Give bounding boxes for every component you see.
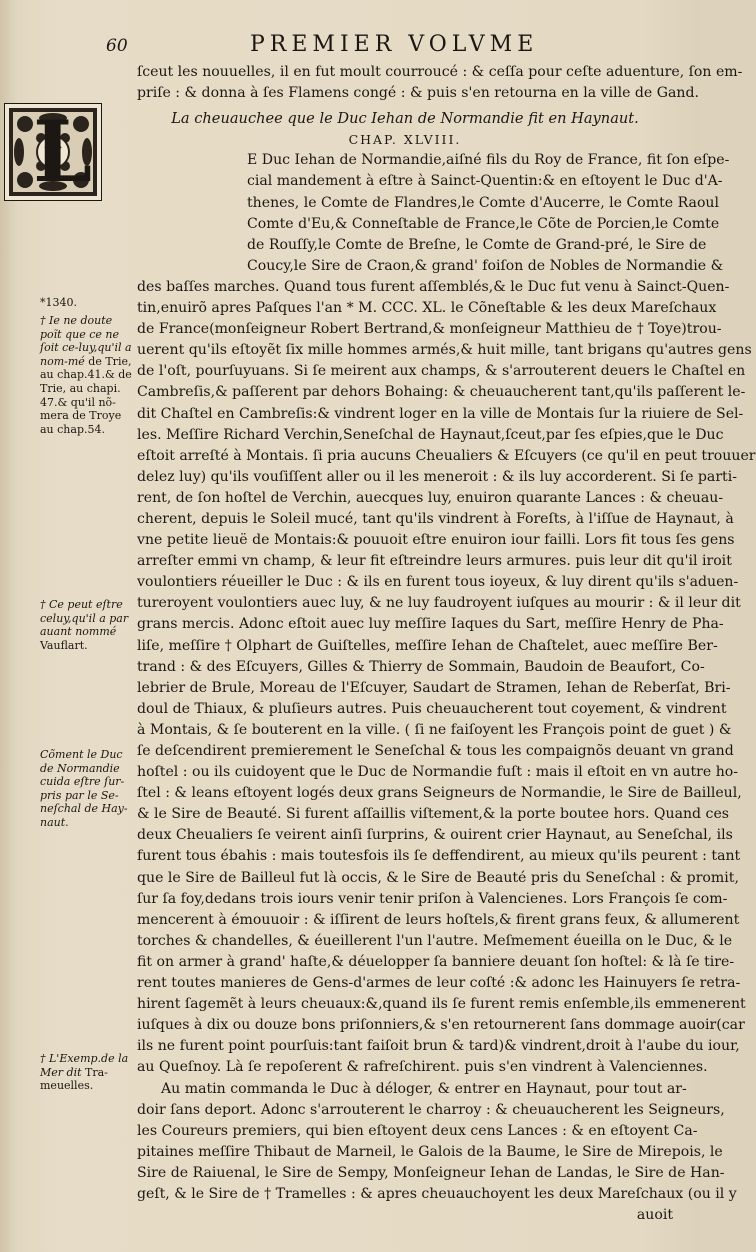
drop-cap-paragraph <box>137 150 730 277</box>
chapter-title: La cheuauchee que le Duc Iehan de Normandie fit en Haynaut. <box>171 110 639 128</box>
margin-note-tramelles: † L'Exemp.de la Mer dit Tra-meuelles. <box>40 1052 129 1093</box>
text-line: tin,enuirõ apres Paſques l'an * M. CCC. XL. le Cõneſtable & les deux Mareſchaux <box>137 300 717 317</box>
text-line: liſe, meſſire † Olphart de Guiſtelles, meſſire Iehan de Chaſtelet, auec meſſire Ber- <box>137 637 718 654</box>
margin-note-1340: *1340. <box>40 296 77 309</box>
text-line: rent toutes manieres de Gens-d'armes de leur coſté :& adonc les Hainuyers ſe retra- <box>137 975 741 992</box>
text-line: de France(monſeigneur Robert Bertrand,& monſeigneur Matthieu de † Toye)trou- <box>137 321 722 338</box>
text-line: tureroyent voulontiers auec luy, & ne luy faudroyent iuſques au mourir : & il leur dit <box>137 595 741 612</box>
text-line: E Duc Iehan de Normandie,aiſné fils du Roy de France, fit ſon eſpe- <box>247 152 730 169</box>
text-line: voulontiers réueiller le Duc : & ils en furent tous ioyeux, & luy dirent qu'ils s'aduen- <box>137 574 739 591</box>
text-line: thenes, le Comte de Flandres,le Comte d'Aucerre, le Comte Raoul <box>247 194 720 211</box>
text-line: cial mandement à eſtre à Sainct-Quentin:& en eſtoyent le Duc d'A- <box>247 173 723 190</box>
text-line: Comte d'Eu,& Conneſtable de France,le Cõte de Porcien,le Comte <box>247 215 720 232</box>
text-line: que le Sire de Bailleul fut là occis, & le Sire de Beauté pris du Seneſchal : & promit, <box>137 869 739 886</box>
text-line: doul de Thiaux, & pluſieurs autres. Puis cheuaucherent tout coyement, & vindrent <box>137 700 727 717</box>
running-head: PREMIER VOLVME <box>250 32 539 57</box>
paragraph-second <box>137 1079 737 1206</box>
margin-note-toye: † Ie ne doute poĩt que ce ne ſoit ce-luy,qu'il a nom-mé de Trie, au chap.41.& de Trie, au chapi. 47.& qu'il nõ-mera de Troye au chap.54. <box>40 314 132 436</box>
drop-cap-letter: L <box>33 102 93 201</box>
text-line: fit on armer à grand' haſte,& déuelopper ſa banniere deuant ſon hoſtel: & là ſe tire- <box>137 953 735 970</box>
text-line: torches & chandelles, & éueillerent l'un l'autre. Meſmement éueilla on le Duc, & le <box>137 932 733 949</box>
text-line: de Rouſſy,le Comte de Breſne, le Comte de Grand-pré, le Sire de <box>247 236 707 253</box>
text-line: & le Sire de Beauté. Si furent aſſaillis viſtement,& la porte boutee hors. Quand ces <box>137 806 730 823</box>
text-line: Coucy,le Sire de Craon,& grand' foiſon de Nobles de Normandie & <box>247 257 724 274</box>
text-line: ils ne furent point pourſuis:tant faiſoit brun & tard)& vindrent,droit à l'aube du iour, <box>137 1038 740 1055</box>
text-line: delez luy) qu'ils vouſiſſent aller ou il les meneroit : & ils luy accorderent. Si ſe parti- <box>137 468 737 485</box>
main-text <box>137 62 756 1226</box>
text-line: arreſter emmi vn champ, & leur fit eſtreindre leurs armures. puis leur dit qu'il iroit <box>137 553 732 570</box>
text-line: au Queſnoy. Là ſe repoſerent & rafreſchirent. puis s'en vindrent à Valenciennes. <box>137 1059 708 1076</box>
text-line: à Montais, & ſe bouterent en la ville. ( ſi ne faiſoyent les François point de guet ) & <box>137 721 732 738</box>
text-line: lebrier de Brule, Moreau de l'Eſcuyer, Saudart de Stramen, Iehan de Reberſat, Bri- <box>137 679 731 696</box>
text-line: Cambreſis,& paſſerent par dehors Bohaing: & cheuaucherent tant,qu'ils paſſerent le- <box>137 384 746 401</box>
text-line: Sire de Raiuenal, le Sire de Sempy, Monſeigneur Iehan de Landas, le Sire de Han- <box>137 1164 725 1181</box>
text-line: vne petite lieuë de Montais:& pouuoit eſtre enuiron iour failli. Lors fit tous ſes gens <box>137 532 735 549</box>
text-line: les Coureurs premiers, qui bien eſtoyent deux cens Lances : & en eſtoyent Ca- <box>137 1122 698 1139</box>
text-line: grans mercis. Adonc eſtoit auec luy meſſire Iaques du Sart, meſſire Henry de Pha- <box>137 616 724 633</box>
text-line: ſur ſa foy,dedans trois iours venir tenir priſon à Valencienes. Lors François ſe com- <box>137 890 728 907</box>
text-line: furent tous ébahis : mais toutesfois ils ſe deffendirent, au mieux qu'ils peurent : tant <box>137 848 741 865</box>
text-line: eſtoit arreſté à Montais. ſi pria aucuns Cheualiers & Eſcuyers (ce qu'il en peut trouuer <box>137 447 756 464</box>
drop-cap-ornament <box>4 103 102 201</box>
margin-note-olphart: † Ce peut eſtre celuy,qu'il a par auant nommé Vauflart. <box>40 598 129 652</box>
text-line: Au matin commanda le Duc à déloger, & entrer en Haynaut, pour tout ar- <box>161 1080 687 1097</box>
text-line: doir ſans deport. Adonc s'arrouterent le charroy : & cheuaucherent les Seigneurs, <box>137 1101 725 1118</box>
text-line: dit Chaſtel en Cambreſis:& vindrent loger en la ville de Montais ſur la riuiere de Sel- <box>137 405 744 422</box>
text-line: rent, de ſon hoſtel de Verchin, auecques luy, enuiron quarante Lances : & cheuau- <box>137 489 724 506</box>
text-line: priſe : & donna à ſes Flamens congé : & puis s'en retourna en la ville de Gand. <box>137 85 699 102</box>
text-line: hoſtel : ou ils cuidoyent que le Duc de Normandie fuſt : mais il eſtoit en vn autre ho- <box>137 764 739 781</box>
text-line: iuſques à dix ou douze bons priſonniers,& s'en retournerent ſans dommage auoir(car <box>137 1017 745 1034</box>
text-line: de l'oſt, pourſuyuans. Si ſe meirent aux champs, & s'arrouterent deuers le Chaſtel en <box>137 363 746 380</box>
text-line: cherent, depuis le Soleil mucé, tant qu'ils vindrent à Foreſts, à l'iſſue de Haynaut, à <box>137 510 734 527</box>
chapter-number: CHAP. XLVIII. <box>348 132 462 148</box>
page-number: 60 <box>106 36 128 56</box>
text-line: deux Cheualiers ſe veirent ainſi ſurprins, & ouirent crier Haynaut, au Seneſchal, ils <box>137 827 733 844</box>
text-line: pitaines meſſire Thibaut de Marneil, le Galois de la Baume, le Sire de Mirepois, le <box>137 1143 723 1160</box>
text-line: les. Meſſire Richard Verchin,Seneſchal de Haynaut,ſceut,par ſes eſpies,que le Duc <box>137 426 724 443</box>
text-line: hirent ſagemẽt à leurs cheuaux:&,quand ils ſe furent remis enſemble,ils emmenerent <box>137 996 746 1013</box>
text-line: ſe deſcendirent premierement le Seneſchal & tous les compaignõs deuant vn grand <box>137 743 734 759</box>
text-line: ſtel : & leans eſtoyent logés deux grans Seigneurs de Normandie, le Sire de Bailleul, <box>137 785 742 802</box>
paragraph-main <box>137 277 756 1079</box>
text-line: ſceut les nouuelles, il en fut moult courroucé : & ceſſa pour ceſte aduenture, ſon em- <box>137 64 743 80</box>
catchword: auoit <box>636 1207 673 1224</box>
text-line: des baſſes marches. Quand tous furent aſſemblés,& le Duc fut venu à Sainct-Quen- <box>137 278 730 295</box>
text-line: trand : & des Eſcuyers, Gilles & Thierry de Sommain, Baudoin de Beaufort, Co- <box>137 658 705 675</box>
text-line: mencerent à émouuoir : & iſſirent de leurs hoſtels,& firent grans feux, & allumerent <box>137 911 740 928</box>
text-line: geſt, & le Sire de † Tramelles : & apres cheuauchoyent les deux Mareſchaux (ou il y <box>137 1185 737 1202</box>
margin-note-surpris: Cõment le Duc de Normandie cuida eſtre ſur-pris par le Se-neſchal de Hay-naut. <box>40 748 128 829</box>
text-line: uerent qu'ils eſtoyẽt ſix mille hommes armés,& huit mille, tant brigans qu'autres gens <box>137 342 752 359</box>
page-header <box>0 30 700 60</box>
